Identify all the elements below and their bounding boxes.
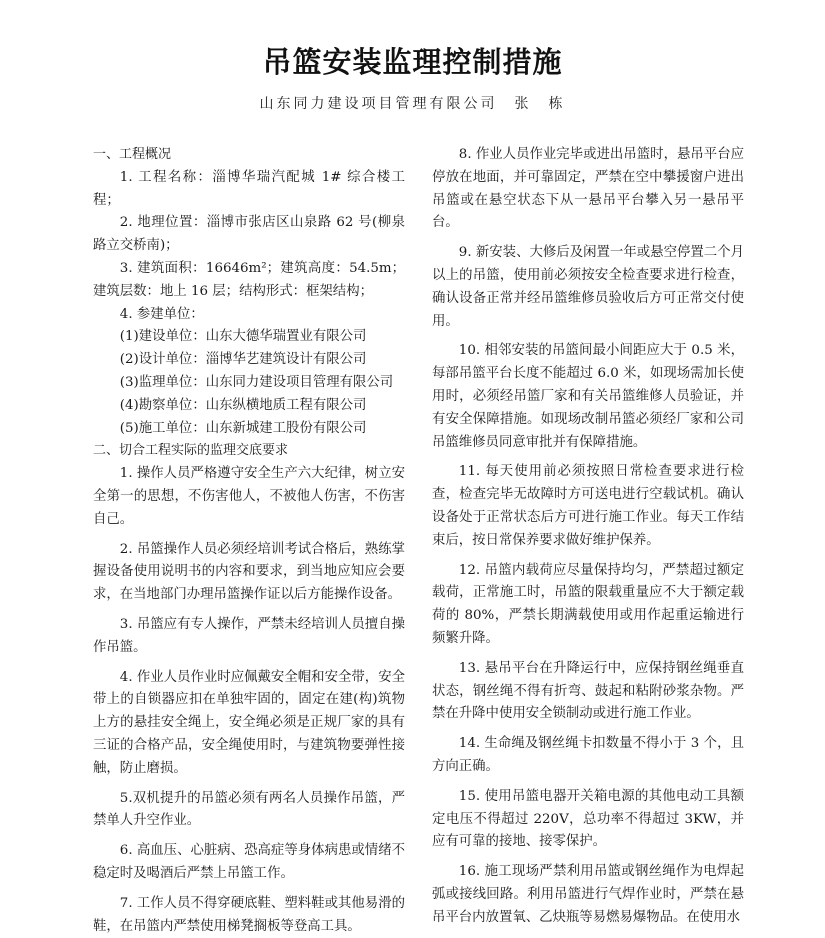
paragraph: 13. 悬吊平台在升降运行中，应保持钢丝绳垂直状态，钢丝绳不得有折弯、鼓起和粘附砂浆杂物。严禁在升降中使用安全锁制动或进行施工作业。	[432, 660, 744, 722]
paragraph: 10. 相邻安装的吊篮间最小间距应大于 0.5 米，每部吊篮平台长度不能超过 6.0 米，如现场需加长使用时，必须经吊篮厂家和有关吊篮维修人员验证，并有安全保障措施。如现场改制吊篮必须经厂家和公司吊篮维修员同意审批并有保障措施。	[432, 343, 744, 450]
paragraph: 4. 参建单位：	[119, 306, 204, 322]
paragraph: 14. 生命绳及钢丝绳卡扣数量不得小于 3 个，且方向正确。	[432, 736, 744, 774]
paragraph: 2. 地理位置：淄博市张店区山泉路 62 号(柳泉路立交桥南)；	[93, 215, 405, 254]
paragraph: (1)建设单位：山东大德华瑞置业有限公司	[119, 329, 367, 345]
article-title: 吊篮安装监理控制措施	[262, 45, 563, 79]
paragraph: 11. 每天使用前必须按照日常检查要求进行检查，检查完毕无故障时方可送电进行空载试机。确认设备处于正常状态后方可进行施工作业。每天工作结束后，按日常保养要求做好维护保养。	[432, 464, 744, 548]
paragraph: 1. 操作人员严格遵守安全生产六大纪律，树立安全第一的思想，不伤害他人，不被他人伤害，不伤害自己。	[93, 466, 405, 527]
paragraph: (5)施工单位：山东新城建工股份有限公司	[119, 420, 367, 436]
paragraph: 1. 工程名称：淄博华瑞汽配城 1# 综合楼工程；	[93, 169, 405, 208]
paragraph: 12. 吊篮内载荷应尽量保持均匀，严禁超过额定载荷，正常施工时，吊篮的限载重量应不大于额定载荷的 80%，严禁长期满载使用或用作起重运输进行频繁升降。	[432, 562, 744, 646]
paragraph: 5.双机提升的吊篮必须有两名人员操作吊篮，严禁单人升空作业。	[93, 790, 405, 829]
paragraph: (3)监理单位：山东同力建设项目管理有限公司	[119, 374, 394, 390]
right-column	[432, 144, 744, 930]
section-heading: 二、切合工程实际的监理交底要求	[93, 443, 289, 459]
paragraph: (4)勘察单位：山东纵横地质工程有限公司	[119, 397, 367, 413]
paragraph: 3. 建筑面积：16646m²；建筑高度：54.5m；建筑层数：地上 16 层；结构形式：框架结构；	[93, 260, 405, 299]
paragraph: 3. 吊篮应有专人操作，严禁未经培训人员擅自操作吊篮。	[93, 616, 405, 655]
paragraph: 4. 作业人员作业时应佩戴安全帽和安全带，安全带上的自锁器应扣在单独牢固的，固定在建(构)筑物上方的悬挂安全绳上，安全绳必须是正规厂家的具有三证的合格产品，安全绳使用时，与建筑物要弹性接触，防止磨损。	[93, 669, 405, 776]
left-column	[93, 144, 405, 938]
paragraph: 7. 工作人员不得穿硬底鞋、塑料鞋或其他易滑的鞋，在吊篮内严禁使用梯凳搁板等登高工具。	[93, 895, 405, 934]
paragraph: 15. 使用吊篮电器开关箱电源的其他电动工具额定电压不得超过 220V，总功率不得超过 3KW，并应有可靠的接地、接零保护。	[432, 788, 744, 850]
paragraph: 9. 新安装、大修后及闲置一年或悬空停置二个月以上的吊篮，使用前必须按安全检查要求进行检查，确认设备正常并经吊篮维修员验收后方可正常交付使用。	[432, 245, 744, 329]
section-heading: 一、工程概况	[93, 147, 172, 162]
paragraph: (2)设计单位：淄博华艺建筑设计有限公司	[119, 352, 367, 368]
author-byline: 山东同力建设项目管理有限公司 张 栋	[259, 96, 566, 112]
paragraph: 16. 施工现场严禁利用吊篮或钢丝绳作为电焊起弧或接线回路。利用吊篮进行气焊作业时，严禁在悬吊平台内放置氧、乙炔瓶等易燃易爆物品。在使用水	[432, 864, 744, 925]
paragraph: 2. 吊篮操作人员必须经培训考试合格后，熟练掌握设备使用说明书的内容和要求，到当地应知应会要求，在当地部门办理吊篮操作证以后方能操作设备。	[93, 541, 405, 603]
paragraph: 8. 作业人员作业完毕或进出吊篮时，悬吊平台应停放在地面，并可靠固定，严禁在空中攀援窗户进出吊篮或在悬空状态下从一悬吊平台攀入另一悬吊平台。	[432, 147, 744, 231]
paragraph: 6. 高血压、心脏病、恐高症等身体病患或情绪不稳定时及喝酒后严禁上吊篮工作。	[93, 843, 405, 881]
